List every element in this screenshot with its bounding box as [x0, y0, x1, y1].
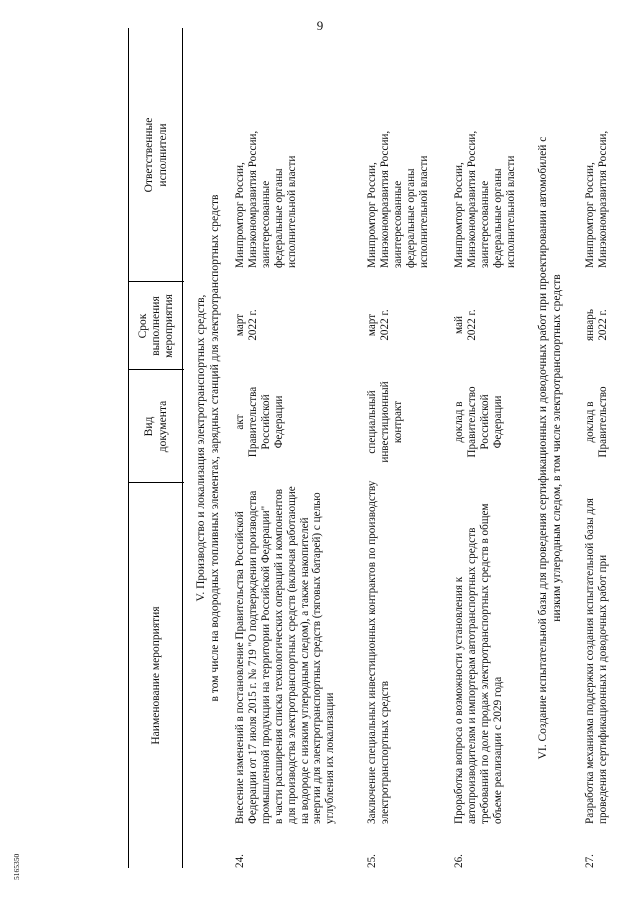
header-executors: Ответственные исполнители	[143, 117, 169, 193]
row-executors: Минпромторг России, Минэкономразвития России,	[584, 130, 609, 268]
table-header	[128, 28, 183, 868]
row-document-type: доклад в Правительство Российской Федерации	[453, 386, 504, 458]
row-number: 24.	[234, 854, 246, 868]
row-executors: Минпромторг России, Минэкономразвития России, заинтересованные федеральные органы исполнительной власти	[453, 130, 517, 268]
row-document-type: специальный инвестиционный контракт	[366, 381, 404, 463]
header-document-type: Вид документа	[143, 400, 169, 453]
row-number: 27.	[584, 854, 596, 868]
row-deadline: март 2022 г.	[234, 309, 259, 341]
row-deadline: май 2022 г.	[453, 309, 478, 341]
row-executors: Минпромторг России, Минэкономразвития России, заинтересованные федеральные органы исполнительной власти	[234, 130, 298, 268]
header-name: Наименование мероприятия	[149, 606, 162, 745]
row-measure-name: Разработка механизма поддержки создания испытательной базы для проведения сертификационных и доводочных работ при	[584, 498, 609, 824]
row-executors: Минпромторг России, Минэкономразвития России, заинтересованные федеральные органы исполнительной власти	[366, 130, 430, 268]
row-document-type: акт Правительства Российской Федерации	[234, 386, 285, 458]
header-deadline: Срок выполнения мероприятия	[136, 294, 176, 358]
section-heading-vi: VI. Создание испытательной базы для проведения сертификационных и доводочных работ при проектировании автомобилей с низким углеродным следом, в том числе электротранспортных средств	[537, 136, 563, 760]
section-heading-v: V. Производство и локализация электротранспортных средств, в том числе на водородных топливных элементах, зарядных станций для электротранспортных средств	[195, 194, 221, 702]
document-code: 5165350	[12, 853, 21, 880]
page-number: 9	[316, 18, 324, 33]
row-number: 26.	[453, 854, 465, 868]
row-measure-name: Проработка вопроса о возможности установления к автопроизводителям и импортерам автотранспортных средств требований по доле продаж электротранспортных средств в общем объеме реализации с 2029 года	[453, 503, 504, 824]
row-document-type: доклад в Правительство	[584, 386, 609, 458]
rotated-page-content	[128, 28, 618, 868]
row-deadline: январь 2022 г.	[584, 309, 609, 341]
row-measure-name: Внесение изменений в постановление Правительства Российской Федерации от 17 июля 2015 г. № 719 "О подтверждении производства промышленной продукции на территории Российской Федерации" в части расширения списка технологических операций и компонентов для производства электротранспортных средств (включая работающие на водороде с низким углеродным следом), а также накопителей энергии для электротранспортных средств (тяговых батарей) с целью углубления их локализации	[234, 486, 337, 824]
row-measure-name: Заключение специальных инвестиционных контрактов по производству электротранспортных средств	[366, 480, 391, 824]
row-number: 25.	[366, 854, 378, 868]
row-deadline: март 2022 г.	[366, 309, 391, 341]
